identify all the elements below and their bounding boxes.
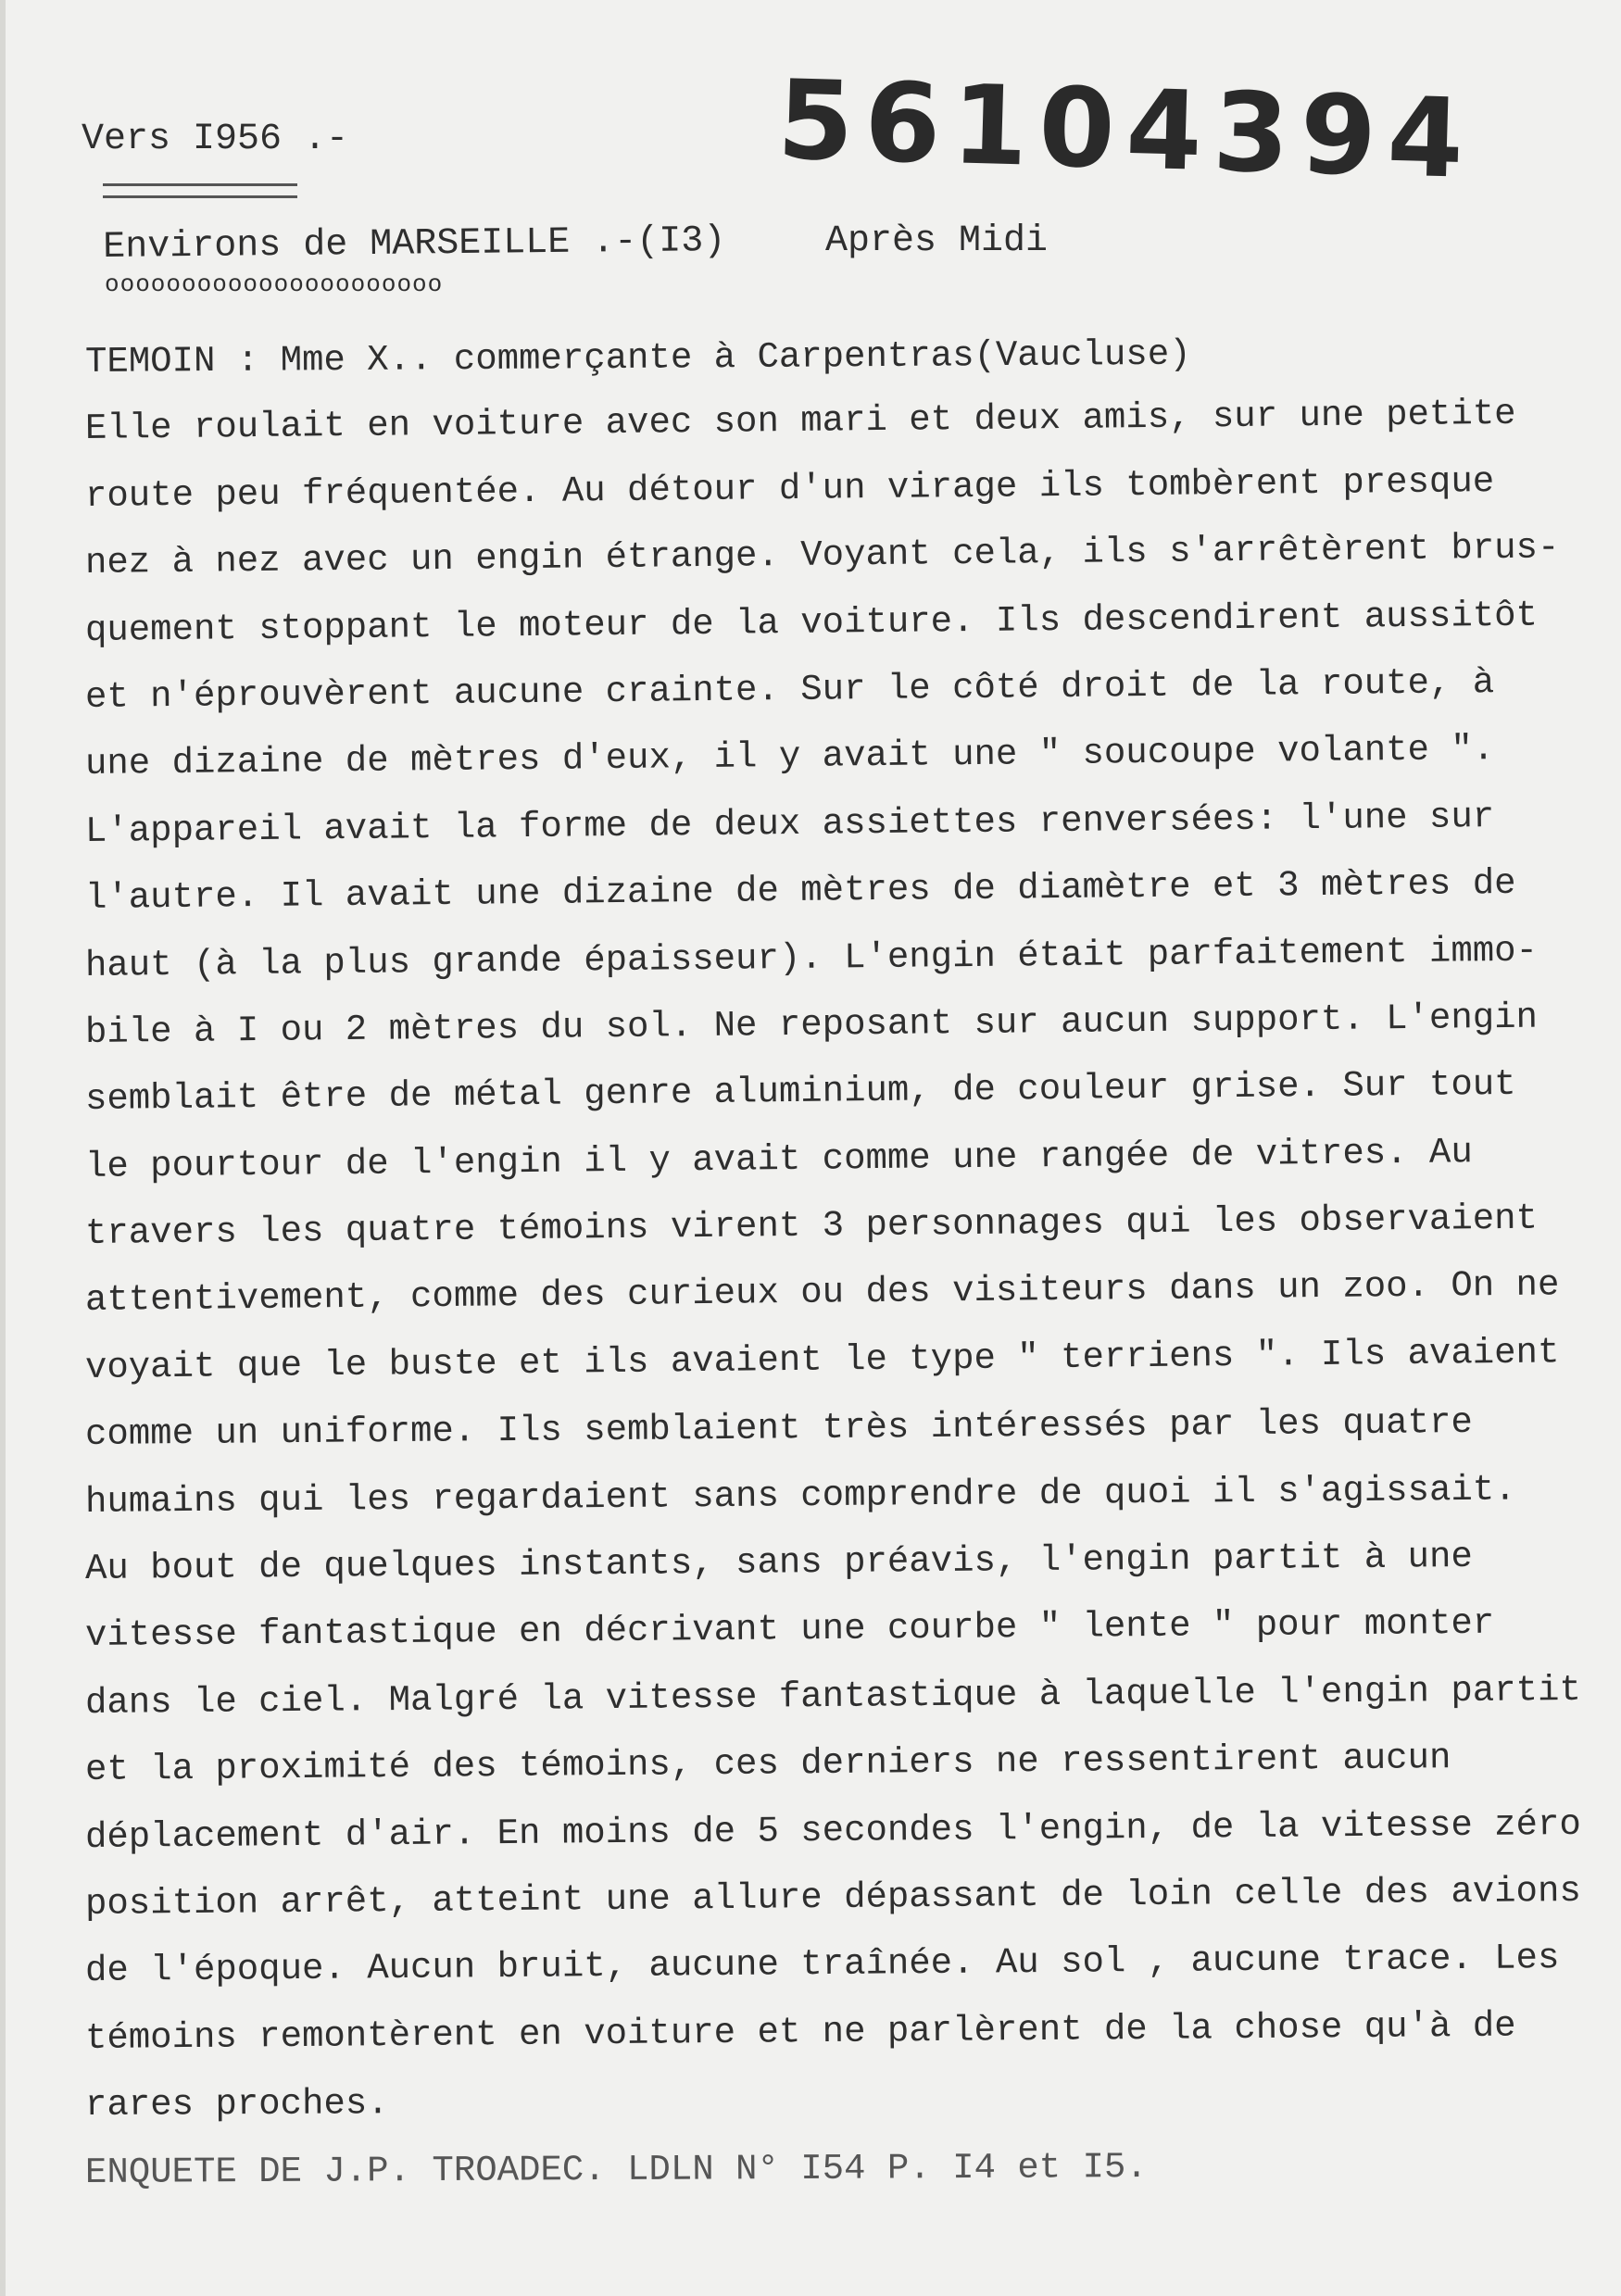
body-line: dans le ciel. Malgré la vitesse fantastique à laquelle l'engin partit xyxy=(84,1669,1582,1724)
body-line: semblait être de métal genre aluminium, de couleur grise. Sur tout xyxy=(84,1064,1516,1121)
body-line: travers les quatre témoins virent 3 personnages qui les observaient xyxy=(84,1198,1539,1255)
body-line: témoins remontèrent en voiture et ne parlèrent de la chose qu'à de xyxy=(84,2005,1516,2059)
body-line: route peu fréquentée. Au détour d'un virage ils tombèrent presque xyxy=(84,460,1495,517)
body-line: et n'éprouvèrent aucune crainte. Sur le côté droit de la route, à xyxy=(84,662,1495,718)
body-line: attentivement, comme des curieux ou des visiteurs dans un zoo. On ne xyxy=(84,1264,1560,1322)
body-line: nez à nez avec un engin étrange. Voyant cela, ils s'arrêtèrent brus- xyxy=(84,527,1560,584)
body-line: et la proximité des témoins, ces derniers ne ressentirent aucun xyxy=(84,1738,1451,1791)
body-line: quement stoppant le moteur de la voiture. Ils descendirent aussitôt xyxy=(84,595,1539,651)
body-line: position arrêt, atteint une allure dépassant de loin celle des avions xyxy=(84,1870,1582,1925)
body-line: déplacement d'air. En moins de 5 secondes l'engin, de la vitesse zéro xyxy=(84,1803,1582,1858)
body-line: humains qui les regardaient sans comprendre de quoi il s'agissait. xyxy=(84,1469,1516,1523)
body-line: Au bout de quelques instants, sans préavis, l'engin partit à une xyxy=(84,1536,1473,1590)
dotted-separator: oooooooooooooooooooooo xyxy=(105,270,444,298)
body-line: rares proches. xyxy=(84,2083,389,2127)
body-line: le pourtour de l'engin il y avait comme une rangée de vitres. Au xyxy=(84,1132,1473,1187)
header-date: Vers I956 .- xyxy=(82,119,349,160)
body-line: vitesse fantastique en décrivant une courbe " lente " pour monter xyxy=(84,1603,1495,1657)
body-line: L'appareil avait la forme de deux assiettes renversées: l'une sur xyxy=(84,796,1495,852)
report-body xyxy=(85,329,1604,2206)
header-location: Environs de MARSEILLE .-(I3) xyxy=(103,220,726,269)
witness-line: TEMOIN : Mme X.. commerçante à Carpentras(Vaucluse) xyxy=(84,333,1191,383)
body-line: haut (à la plus grande épaisseur). L'engin était parfaitement immo- xyxy=(84,930,1539,986)
body-line: Elle roulait en voiture avec son mari et deux amis, sur une petite xyxy=(84,394,1516,450)
header-time-of-day: Après Midi xyxy=(825,220,1049,262)
body-line: voyait que le buste et ils avaient le type " terriens ". Ils avaient xyxy=(84,1332,1560,1388)
date-underline xyxy=(103,183,297,198)
document-number-stamp: 56104394 xyxy=(775,56,1476,203)
body-line: bile à I ou 2 mètres du sol. Ne reposant sur aucun support. L'engin xyxy=(84,997,1539,1053)
body-line: de l'époque. Aucun bruit, aucune traînée. Au sol , aucune trace. Les xyxy=(84,1938,1560,1992)
body-line: l'autre. Il avait une dizaine de mètres de diamètre et 3 mètres de xyxy=(84,862,1516,920)
body-line: une dizaine de mètres d'eux, il y avait une " soucoupe volante ". xyxy=(84,729,1495,785)
source-reference-line: ENQUETE DE J.P. TROADEC. LDLN N° I54 P. I4 et I5. xyxy=(84,2146,1148,2193)
body-line: comme un uniforme. Ils semblaient très intéressés par les quatre xyxy=(84,1402,1473,1456)
